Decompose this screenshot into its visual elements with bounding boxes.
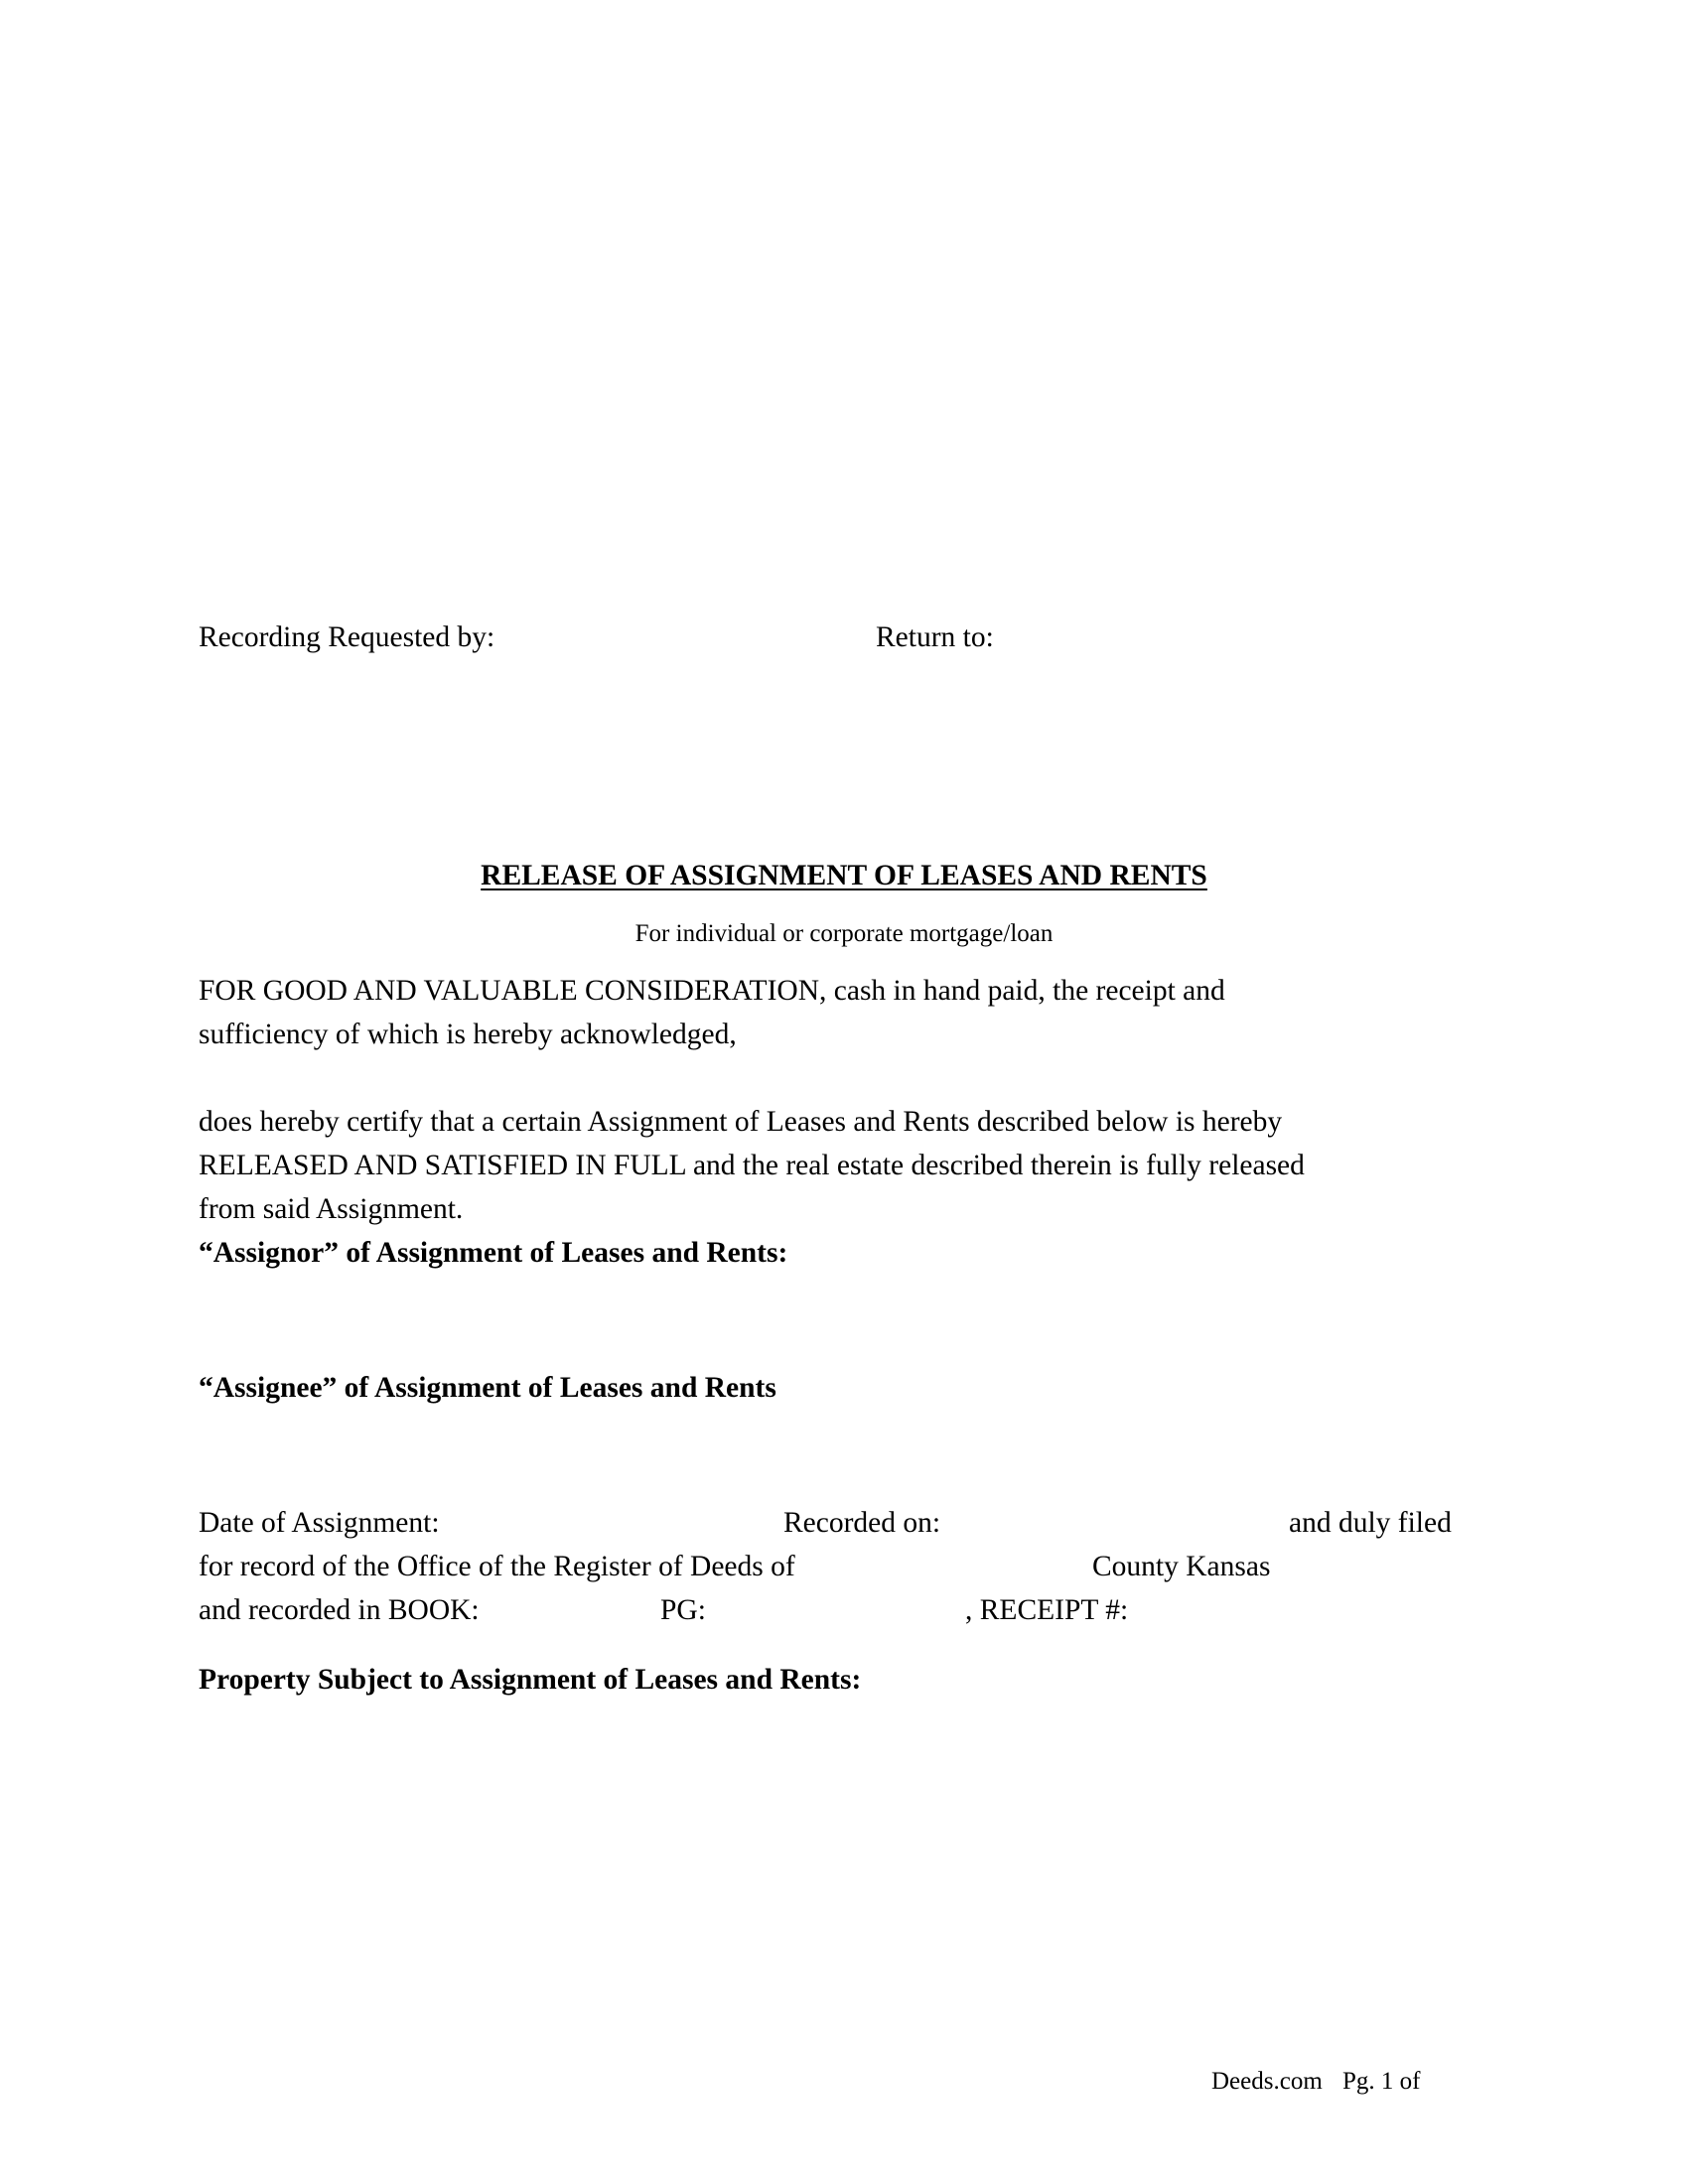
certify-line-2: RELEASED AND SATISFIED IN FULL and the real estate described therein is fully released <box>199 1150 1305 1181</box>
assignee-heading: “Assignee” of Assignment of Leases and Rents <box>199 1372 776 1404</box>
recorded-on-label: Recorded on: <box>783 1507 941 1539</box>
property-heading: Property Subject to Assignment of Leases and Rents: <box>199 1664 862 1696</box>
date-of-assignment-label: Date of Assignment: <box>199 1507 440 1539</box>
office-register-text: for record of the Office of the Register of Deeds of <box>199 1551 795 1582</box>
certify-line-3: from said Assignment. <box>199 1193 464 1225</box>
return-to-label: Return to: <box>876 621 994 653</box>
assignor-heading: “Assignor” of Assignment of Leases and Rents: <box>199 1237 788 1269</box>
certify-line-1: does hereby certify that a certain Assignment of Leases and Rents described below is hereby <box>199 1106 1283 1138</box>
footer-page-number: Pg. 1 of <box>1342 2068 1421 2095</box>
consideration-line-1: FOR GOOD AND VALUABLE CONSIDERATION, cash in hand paid, the receipt and <box>199 975 1225 1007</box>
pg-label: PG: <box>660 1594 706 1626</box>
document-title <box>0 862 1688 891</box>
receipt-label: , RECEIPT #: <box>965 1594 1129 1626</box>
county-kansas-text: County Kansas <box>1092 1551 1271 1582</box>
footer-brand: Deeds.com <box>1211 2068 1323 2095</box>
document-subtitle: For individual or corporate mortgage/loan <box>634 920 1054 947</box>
consideration-line-2: sufficiency of which is hereby acknowledged, <box>199 1019 737 1050</box>
recording-requested-by-label: Recording Requested by: <box>199 621 495 653</box>
document-title-text: RELEASE OF ASSIGNMENT OF LEASES AND RENTS <box>481 860 1207 891</box>
duly-filed-text: and duly filed <box>1289 1507 1452 1539</box>
recorded-in-book-label: and recorded in BOOK: <box>199 1594 480 1626</box>
